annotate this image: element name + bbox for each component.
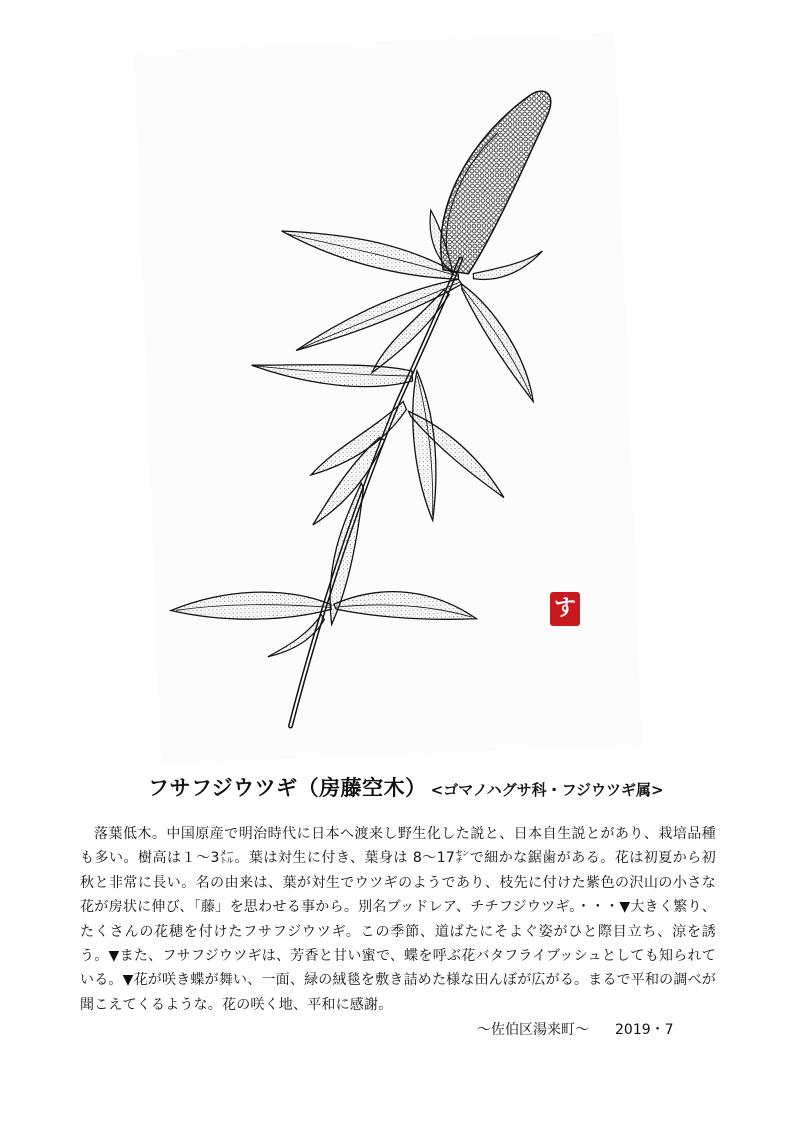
signature-line xyxy=(477,1019,697,1039)
artist-seal-stamp: す xyxy=(550,592,580,626)
page-title xyxy=(148,772,708,802)
plant-name-title: フサフジウツギ（房藤空木） xyxy=(148,776,427,800)
date-text: 2019・7 xyxy=(615,1022,674,1038)
plant-family-subtitle: <ゴマノハグサ科・フジウツギ属> xyxy=(430,781,664,799)
description-paragraph: 落葉低木。中国原産で明治時代に日本へ渡来し野生化した説と、日本自生説とがあり、栽培品種も多い。樹高は１～3㍍。葉は対生に付き、葉身は 8～17㌢で細かな鋸歯がある。花は初夏から初秋と非常に長い。名の由来は、葉が対生でウツギのようであり、枝先に付けた紫色の沢山の小さな花が房状に伸び、「藤」を思わせる事から。別名ブッドレア、チチフジウツギ。・・・▼大きく繁り、たくさんの花穂を付けたフサフジウツギ。この季節、道ばたにそよぐ姿がひと際目立ち、涼を誘う。▼また、フサフジウツギは、芳香と甘い蜜で、蝶を呼ぶ花バタフライブッシュとしても知られている。▼花が咲き蝶が舞い、一面、緑の絨毯を敷き詰めた様な田んぼが広がる。まるで平和の調べが聞こえてくるような。花の咲く地、平和に感謝。 xyxy=(80,826,716,1013)
buddleja-flower-sketch-icon xyxy=(135,33,642,763)
location-text: ～佐伯区湯来町～ xyxy=(477,1022,589,1038)
botanical-illustration xyxy=(135,33,642,763)
